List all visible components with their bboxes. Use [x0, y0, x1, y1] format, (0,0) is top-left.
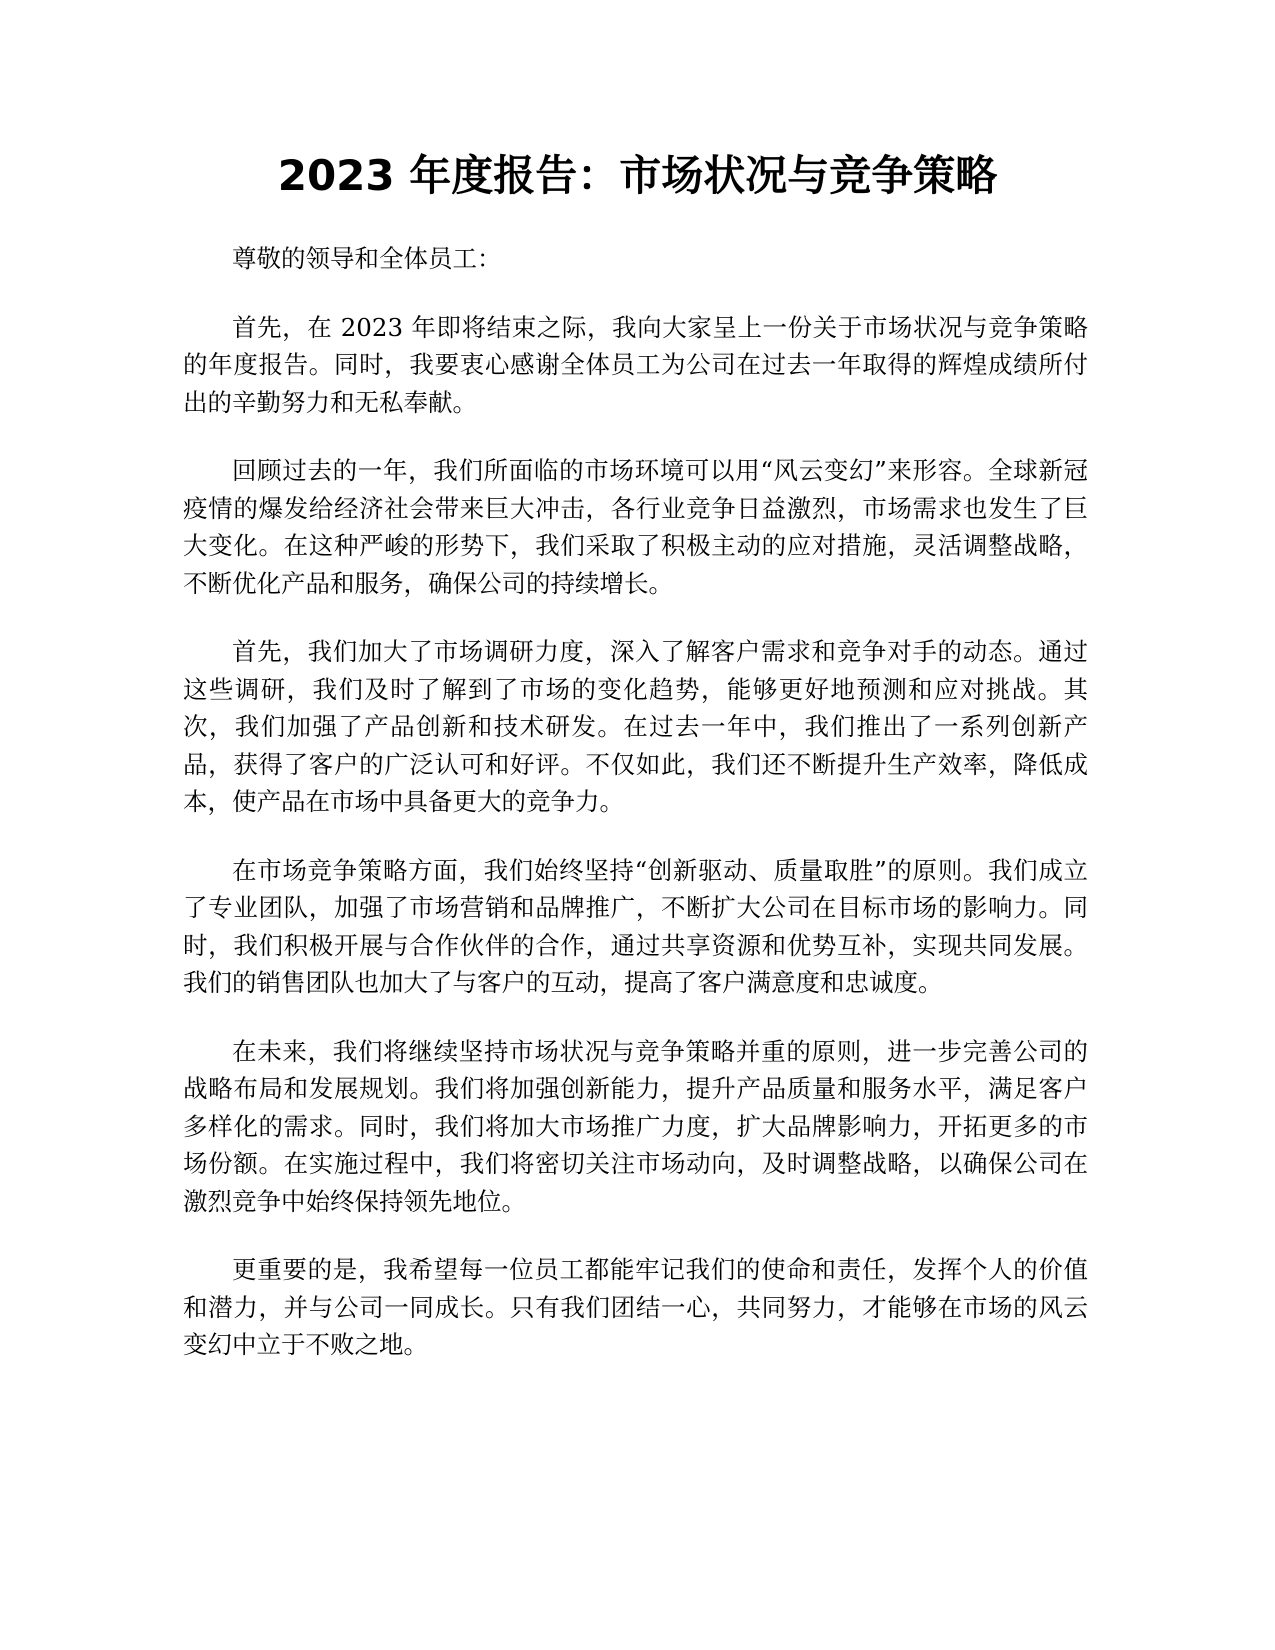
document-title: 2023 年度报告：市场状况与竞争策略: [277, 151, 998, 200]
salutation: 尊敬的领导和全体员工：: [232, 244, 502, 273]
paragraph-future: 在未来，我们将继续坚持市场状况与竞争策略并重的原则，进一步完善公司的战略布局和发展规划。我们将加强创新能力，提升产品质量和服务水平，满足客户多样化的需求。同时，我们将加大市场推广力度，扩大品牌影响力，开拓更多的市场份额。在实施过程中，我们将密切关注市场动向，及时调整战略，以确保公司在激烈竞争中始终保持领先地位。: [183, 1036, 1088, 1216]
paragraph-measures: 首先，我们加大了市场调研力度，深入了解客户需求和竞争对手的动态。通过这些调研，我们及时了解到了市场的变化趋势，能够更好地预测和应对挑战。其次，我们加强了产品创新和技术研发。在过去一年中，我们推出了一系列创新产品，获得了客户的广泛认可和好评。不仅如此，我们还不断提升生产效率，降低成本，使产品在市场中具备更大的竞争力。: [183, 637, 1088, 816]
paragraph-review: 回顾过去的一年，我们所面临的市场环境可以用“风云变幻”来形容。全球新冠疫情的爆发给经济社会带来巨大冲击，各行业竞争日益激烈，市场需求也发生了巨大变化。在这种严峻的形势下，我们采取了积极主动的应对措施，灵活调整战略，不断优化产品和服务，确保公司的持续增长。: [183, 456, 1088, 598]
paragraph-strategy: 在市场竞争策略方面，我们始终坚持“创新驱动、质量取胜”的原则。我们成立了专业团队，加强了市场营销和品牌推广，不断扩大公司在目标市场的影响力。同时，我们积极开展与合作伙伴的合作，通过共享资源和优势互补，实现共同发展。我们的销售团队也加大了与客户的互动，提高了客户满意度和忠诚度。: [183, 855, 1088, 997]
paragraph-intro: 首先，在 2023 年即将结束之际，我向大家呈上一份关于市场状况与竞争策略的年度报告。同时，我要衷心感谢全体员工为公司在过去一年取得的辉煌成绩所付出的辛勤努力和无私奉献。: [183, 312, 1088, 417]
document-body: [183, 240, 1088, 1395]
paragraph-closing: 更重要的是，我希望每一位员工都能牢记我们的使命和责任，发挥个人的价值和潜力，并与公司一同成长。只有我们团结一心，共同努力，才能够在市场的风云变幻中立于不败之地。: [183, 1255, 1088, 1359]
